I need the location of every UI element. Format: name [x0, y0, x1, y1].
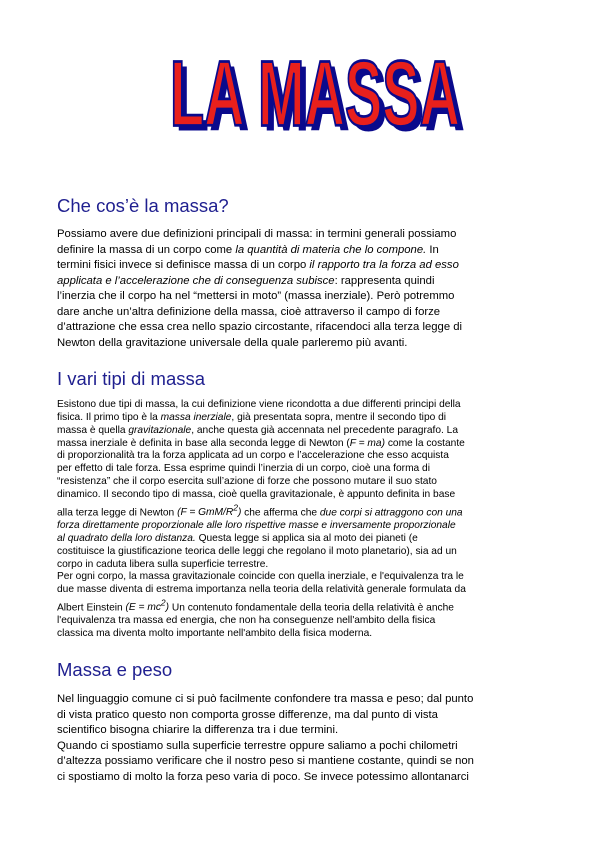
- text-line: l'equivalenza tra massa ed energia, che non ha conseguenze nell'ambito della fisica: [57, 615, 436, 627]
- wordart-title: [150, 48, 470, 158]
- text-line: d’altezza possiamo verificare che il nostro peso si mantiene costante, quindi se non: [57, 755, 474, 767]
- text-line: Albert Einstein $(E = mc^2)$ Un contenuto fondamentale della teoria della relatività è anche: [57, 598, 454, 614]
- text-line: Quando ci spostiamo sulla superficie terrestre oppure saliamo a pochi chilometri: [57, 739, 458, 752]
- heading-tipi-di-massa: I vari tipi di massa: [57, 368, 206, 389]
- text-line: Possiamo avere due definizioni principali di massa: in termini generali possiamo: [57, 228, 457, 240]
- text-line: costituisce la giustificazione teorica delle leggi che regolano il moto planetario), sia ad un: [57, 545, 457, 557]
- text-line: di proporzionalità tra la forza applicata ad un corpo e l’accelerazione che esso acquista: [57, 450, 449, 462]
- text-line: massa è quella gravitazionale, anche questa già accennata nel precedente paragrafo. La: [57, 424, 459, 436]
- text-line: Newton della gravitazione universale della quale parleremo più avanti.: [57, 336, 408, 349]
- text-line: Per ogni corpo, la massa gravitazionale coincide con quella inerziale, e l'equivalenza tra le: [57, 571, 464, 583]
- heading-che-cos-e-la-massa: Che cos’è la massa?: [57, 195, 229, 216]
- paragraph-definizione: [57, 227, 547, 351]
- paragraph-massa-e-peso: [57, 692, 547, 785]
- text-line: fisica. Il primo tipo è la massa inerziale, già presentata sopra, mentre il secondo tipo di: [57, 411, 447, 423]
- text-line: “resistenza” che il corpo esercita sull’azione di forze che possono mutare il suo stato: [57, 476, 437, 488]
- title-shadow: LA MASSA: [175, 48, 466, 151]
- text-line: l’inerzia che il corpo ha nel “mettersi in moto” (massa inerziale). Però potremmo: [57, 290, 455, 302]
- text-line: scientifico bisogna chiarire la differenza tra i due termini.: [57, 724, 339, 736]
- text-line: per effetto di tale forza. Essa esprime quindi l’inerzia di un corpo, cioè una forma di: [57, 463, 430, 475]
- text-line: d’attrazione che essa crea nello spazio circostante, rifacendoci alla terza legge di: [57, 321, 463, 333]
- title-text: LA MASSA: [170, 48, 461, 146]
- text-line: Nel linguaggio comune ci si può facilmente confondere tra massa e peso; dal punto: [57, 693, 474, 705]
- text-line: termini fisici invece si definisce massa di un corpo il rapporto tra la forza ad esso: [57, 259, 459, 271]
- text-line: definire la massa di un corpo come la quantità di materia che lo compone. In: [57, 243, 439, 256]
- text-line: di vista pratico questo non comporta grosse differenze, ma dal punto di vista: [57, 708, 438, 721]
- text-line: al quadrato della loro distanza. Questa legge si applica sia al moto dei pianeti (e: [57, 532, 418, 544]
- text-line: Esistono due tipi di massa, la cui definizione viene ricondotta a due differenti principi della: [57, 399, 461, 410]
- text-line: due masse diventa di estrema importanza nella teoria della relatività generale formulata da: [57, 584, 466, 596]
- text-line: massa inerziale è definita in base alla seconda legge di Newton (F = ma) come la costante: [57, 437, 465, 449]
- text-line: corpo in caduta libera sulla superficie terrestre.: [57, 558, 269, 570]
- heading-massa-e-peso: Massa e peso: [57, 659, 173, 680]
- text-line: dinamico. Il secondo tipo di massa, cioè quella gravitazionale, è appunto definita in base: [57, 488, 456, 500]
- text-line: alla terza legge di Newton (F = GmM/$R^2$) che afferma che due corpi si attraggono con una: [57, 502, 463, 519]
- text-line: dare anche un’altra definizione della massa, cioè attraverso il campo di forze: [57, 305, 441, 318]
- paragraph-tipi-di-massa: [57, 399, 547, 641]
- text-line: ci spostiamo di molto la forza peso varia di poco. Se invece potessimo allontanarci: [57, 770, 469, 783]
- text-line: forza direttamente proporzionale alle loro rispettive masse e inversamente proporzionale: [57, 519, 456, 531]
- text-line: classica ma diventa molto importante nell'ambito della fisica moderna.: [57, 628, 373, 640]
- text-line: applicata e l’accelerazione che di conseguenza subisce: rappresenta quindi: [57, 274, 435, 287]
